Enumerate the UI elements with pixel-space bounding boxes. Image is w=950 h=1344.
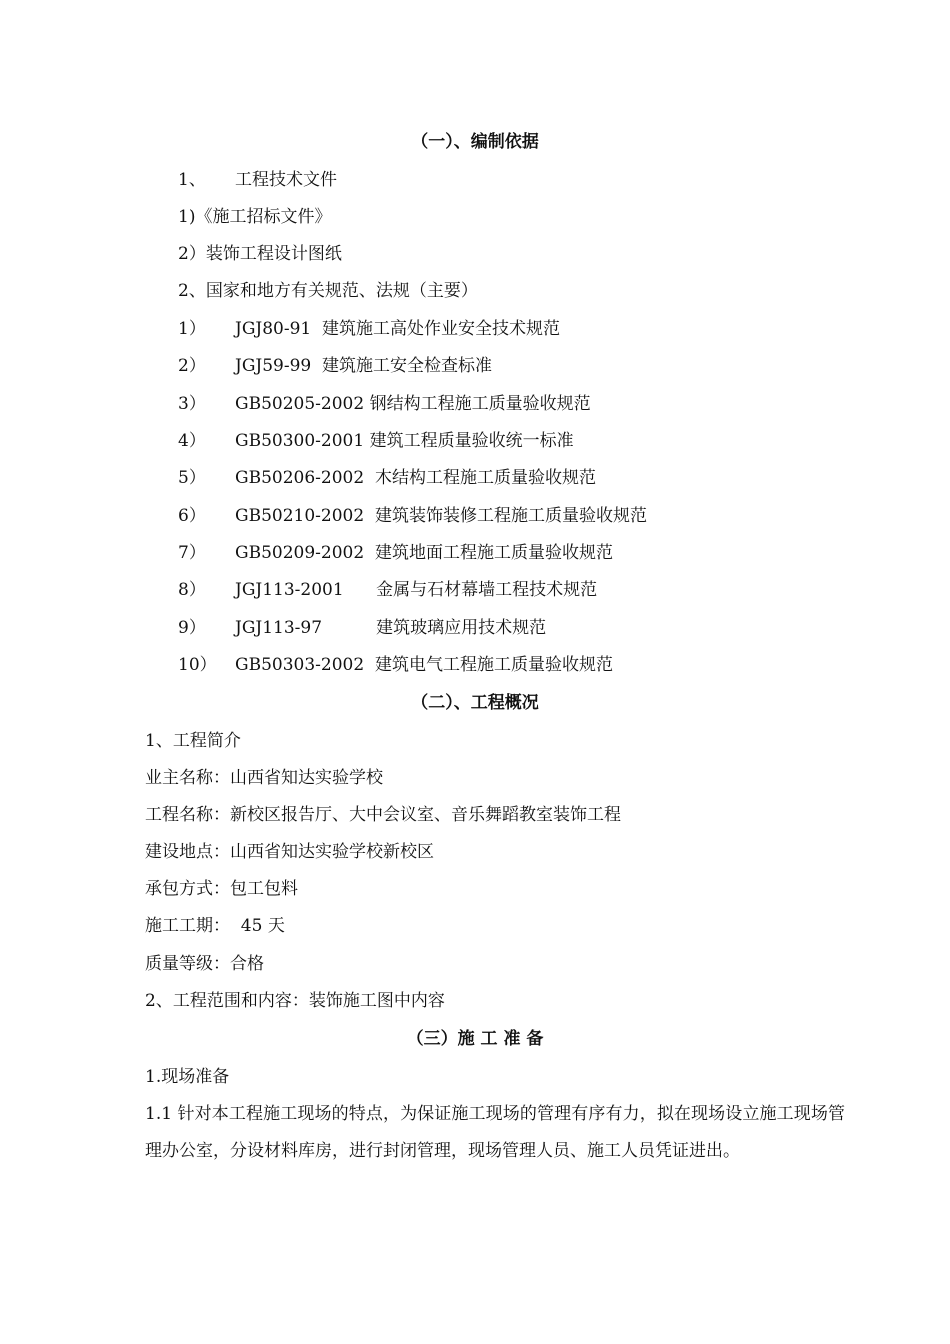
subsection-title: 1.现场准备: [145, 1067, 230, 1087]
standard-number: 7）: [178, 543, 206, 563]
standard-number: 10）: [178, 655, 217, 675]
doc-line: 2）装饰工程设计图纸: [178, 244, 342, 264]
info-owner: 业主名称：山西省知达实验学校: [145, 768, 383, 788]
standard-text: GB50303-2002 建筑电气工程施工质量验收规范: [235, 655, 613, 675]
standard-number: 3）: [178, 394, 206, 414]
standard-number: 9）: [178, 618, 206, 638]
standard-number: 2）: [178, 356, 206, 376]
section-heading-overview: （二）、工程概况: [411, 693, 539, 713]
paragraph: 1.1 针对本工程施工现场的特点，为保证施工现场的管理有序有力，拟在现场设立施工现场管理办公室，分设材料库房，进行封闭管理，现场管理人员、施工人员凭证进出。: [145, 1104, 845, 1161]
section-heading-basis: （一）、编制依据: [411, 132, 539, 152]
item-title: 工程技术文件: [235, 170, 337, 190]
standard-number: 6）: [178, 506, 206, 526]
info-contract-type: 承包方式：包工包料: [145, 879, 298, 899]
standard-text: JGJ113-2001 金属与石材幕墙工程技术规范: [235, 580, 598, 600]
standard-text: GB50205-2002 钢结构工程施工质量验收规范: [235, 394, 591, 414]
standard-number: 4）: [178, 431, 206, 451]
standard-text: JGJ59-99 建筑施工安全检查标准: [235, 356, 493, 376]
standard-number: 5）: [178, 468, 206, 488]
standard-number: 1）: [178, 319, 206, 339]
standard-text: GB50206-2002 木结构工程施工质量验收规范: [235, 468, 596, 488]
item-title: 2、国家和地方有关规范、法规（主要）: [178, 281, 478, 301]
info-project-name: 工程名称：新校区报告厅、大中会议室、音乐舞蹈教室装饰工程: [145, 805, 621, 825]
subsection-title: 1、工程简介: [145, 731, 241, 751]
section-heading-preparation: （三）施 工 准 备: [406, 1029, 544, 1049]
standard-text: GB50300-2001 建筑工程质量验收统一标准: [235, 431, 574, 451]
doc-line: 1)《施工招标文件》: [178, 207, 332, 227]
standard-text: GB50210-2002 建筑装饰装修工程施工质量验收规范: [235, 506, 647, 526]
standard-text: JGJ113-97 建筑玻璃应用技术规范: [235, 618, 547, 638]
info-period: 施工工期： 45 天: [145, 916, 285, 936]
item-number: 1、: [178, 170, 206, 190]
info-quality: 质量等级：合格: [145, 954, 264, 974]
standard-text: JGJ80-91 建筑施工高处作业安全技术规范: [235, 319, 561, 339]
standard-text: GB50209-2002 建筑地面工程施工质量验收规范: [235, 543, 613, 563]
info-location: 建设地点：山西省知达实验学校新校区: [145, 842, 434, 862]
standard-number: 8）: [178, 580, 206, 600]
subsection-title: 2、工程范围和内容：装饰施工图中内容: [145, 991, 445, 1011]
